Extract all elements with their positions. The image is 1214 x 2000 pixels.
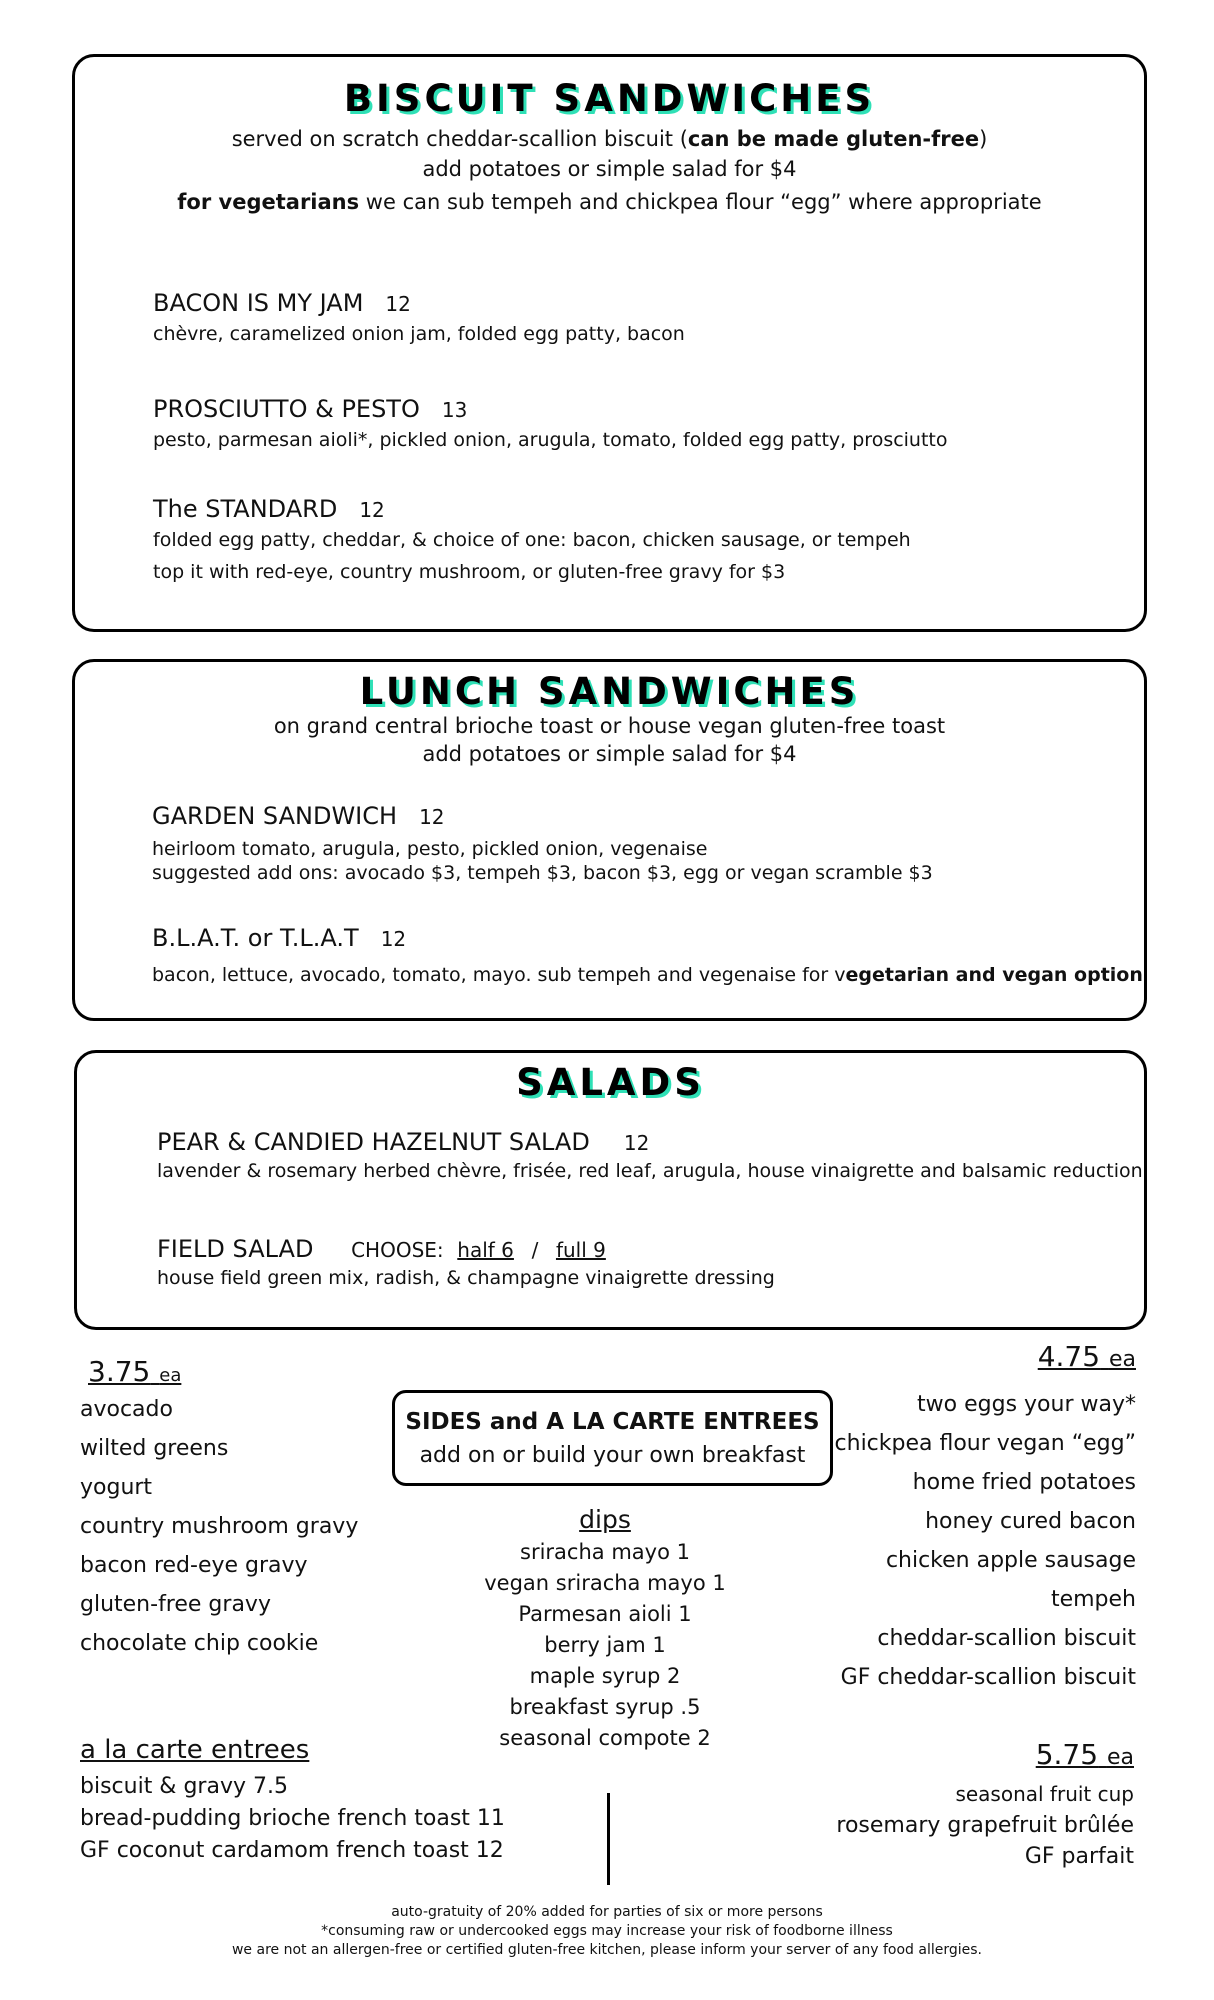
sides-box-title: SIDES and A LA CARTE ENTREES: [405, 1409, 820, 1435]
side-item: tempeh: [1050, 1587, 1136, 1612]
menu-item-description: bacon, lettuce, avocado, tomato, mayo. sub tempeh and vegenaise for vegetarian and vegan option: [152, 964, 1143, 986]
dip-item: Parmesan aioli 1: [518, 1602, 692, 1626]
menu-item-price: 12: [419, 805, 445, 829]
side-item: seasonal fruit cup: [955, 1782, 1134, 1806]
side-item: honey cured bacon: [925, 1509, 1136, 1534]
menu-item-description: lavender & rosemary herbed chèvre, frisée, red leaf, arugula, house vinaigrette and balsamic reduction: [157, 1160, 1143, 1182]
lunch-line-1: on grand central brioche toast or house vegan gluten-free toast: [273, 714, 946, 738]
biscuit-line-3: for vegetarians we can sub tempeh and chickpea flour “egg” where appropriate: [177, 190, 1042, 214]
menu-item-price: 12: [380, 927, 407, 951]
lunch-title: LUNCH SANDWICHES: [359, 670, 860, 713]
dips-title: dips: [579, 1505, 631, 1534]
salads-title: SALADS: [516, 1061, 705, 1104]
side-item: chicken apple sausage: [885, 1548, 1136, 1573]
footer-gratuity: auto-gratuity of 20% added for parties of six or more persons: [391, 1904, 823, 1920]
menu-item-description: heirloom tomato, arugula, pesto, pickled onion, vegenaise: [152, 838, 708, 860]
menu-item-name: GARDEN SANDWICH 12: [152, 802, 445, 830]
full-portion-option: full 9: [555, 1238, 606, 1262]
side-item: rosemary grapefruit brûlée: [836, 1813, 1134, 1838]
side-item: GF cheddar-scallion biscuit: [840, 1665, 1136, 1690]
sides-box: [392, 1390, 833, 1486]
menu-item-name: PROSCIUTTO & PESTO 13: [153, 395, 468, 423]
menu-item-name: BACON IS MY JAM 12: [153, 289, 411, 317]
dip-item: breakfast syrup .5: [509, 1695, 701, 1719]
alacarte-item: GF coconut cardamom french toast 12: [80, 1838, 504, 1863]
footer-consumption-warning: *consuming raw or undercooked eggs may increase your risk of foodborne illness: [321, 1923, 893, 1939]
side-item: avocado: [80, 1397, 173, 1422]
side-item: country mushroom gravy: [80, 1514, 359, 1539]
right2-price-header: [1036, 1738, 1134, 1771]
salads-section: [74, 1050, 1147, 1330]
side-item: chocolate chip cookie: [80, 1631, 319, 1656]
menu-item-description: pesto, parmesan aioli*, pickled onion, arugula, tomato, folded egg patty, prosciutto: [153, 429, 948, 451]
side-item: chickpea flour vegan “egg”: [834, 1431, 1136, 1456]
portion-separator: /: [531, 1238, 539, 1262]
footer-allergen-notice: we are not an allergen-free or certified gluten-free kitchen, please inform your server of any food allergies.: [231, 1942, 983, 1958]
dip-item: maple syrup 2: [529, 1664, 681, 1688]
menu-item-name: FIELD SALAD CHOOSE: half 6 / full 9: [157, 1235, 606, 1263]
menu-item-description: house field green mix, radish, & champagne vinaigrette dressing: [157, 1267, 775, 1289]
dip-item: sriracha mayo 1: [520, 1540, 690, 1564]
dip-item: seasonal compote 2: [499, 1726, 711, 1750]
right2-price: 5.75 ea: [1035, 1738, 1134, 1771]
menu-item-price: 12: [359, 498, 385, 522]
menu-item-name: PEAR & CANDIED HAZELNUT SALAD 12: [157, 1128, 650, 1156]
sides-box-subtitle: add on or build your own breakfast: [419, 1443, 806, 1468]
side-item: cheddar-scallion biscuit: [877, 1626, 1136, 1651]
side-item: two eggs your way*: [917, 1392, 1136, 1417]
menu-item-price: 12: [623, 1131, 650, 1155]
biscuit-title: BISCUIT SANDWICHES: [343, 77, 876, 120]
menu-item-description: top it with red-eye, country mushroom, or gluten-free gravy for $3: [153, 561, 786, 583]
side-item: bacon red-eye gravy: [80, 1553, 308, 1578]
side-item: gluten-free gravy: [80, 1592, 271, 1617]
right-price: 4.75 ea: [1037, 1340, 1136, 1373]
menu-item-price: 13: [441, 398, 468, 422]
alacarte-item: biscuit & gravy 7.5: [80, 1774, 288, 1799]
biscuit-line-2: add potatoes or simple salad for $4: [422, 157, 797, 181]
center-divider: [607, 1793, 610, 1885]
lunch-section: [72, 659, 1147, 1021]
side-item: GF parfait: [1024, 1844, 1134, 1869]
menu-item-name: B.L.A.T. or T.L.A.T 12: [152, 924, 407, 952]
alacarte-item: bread-pudding brioche french toast 11: [80, 1806, 505, 1831]
menu-item-description: folded egg patty, cheddar, & choice of one: bacon, chicken sausage, or tempeh: [153, 529, 911, 551]
left-price-header: [88, 1355, 181, 1388]
side-item: yogurt: [80, 1475, 153, 1500]
left-price: 3.75 ea: [88, 1355, 182, 1388]
lunch-line-2: add potatoes or simple salad for $4: [422, 742, 797, 766]
dips-column: [440, 1505, 770, 1750]
side-item: home fried potatoes: [912, 1470, 1136, 1495]
menu-item-description: suggested add ons: avocado $3, tempeh $3, bacon $3, egg or vegan scramble $3: [152, 862, 933, 884]
biscuit-section: [72, 54, 1147, 632]
menu-item-price: 12: [385, 292, 411, 316]
dip-item: berry jam 1: [544, 1633, 666, 1657]
biscuit-line-1: served on scratch cheddar-scallion biscuit (can be made gluten-free): [231, 127, 988, 151]
menu-item-description: chèvre, caramelized onion jam, folded egg patty, bacon: [153, 323, 685, 345]
alacarte-title: a la carte entrees: [80, 1735, 310, 1765]
right-price-header: [1038, 1340, 1136, 1373]
half-portion-option: half 6: [457, 1238, 514, 1262]
choose-label: CHOOSE:: [351, 1238, 444, 1262]
side-item: wilted greens: [80, 1436, 229, 1461]
menu-item-name: The STANDARD 12: [153, 495, 385, 523]
dip-item: vegan sriracha mayo 1: [484, 1571, 726, 1595]
